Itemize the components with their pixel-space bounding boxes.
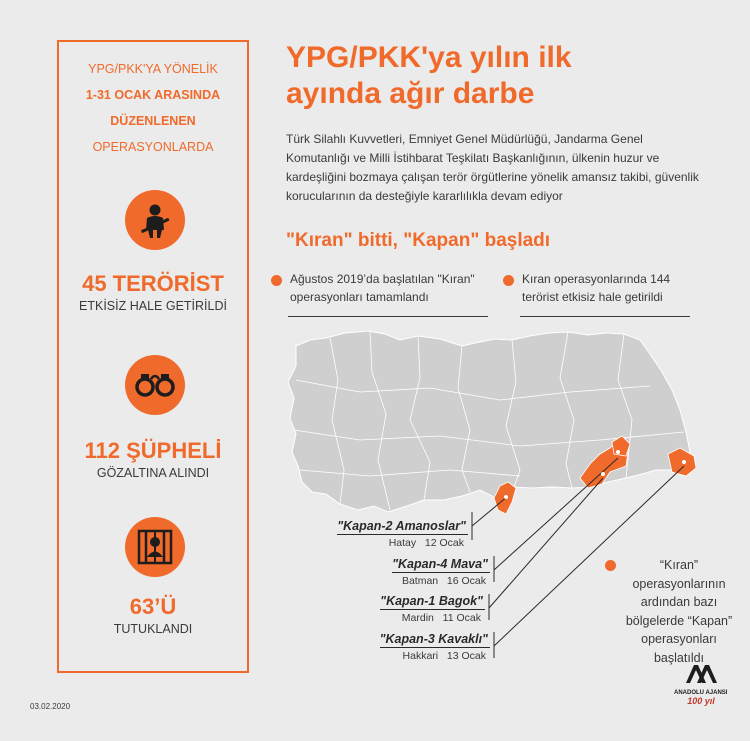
op-label-kapan-3 <box>320 630 490 662</box>
neutralized-count: 45 TERÖRİST <box>82 271 224 296</box>
arrested-count: 63’Ü <box>129 594 177 619</box>
section-subtitle: "Kıran" bitti, "Kapan" başladı <box>286 230 551 251</box>
op-place: Hatay <box>388 537 417 549</box>
arrested-label: TUTUKLANDI <box>113 622 193 636</box>
logo-anniversary: 100 yıl <box>687 696 715 706</box>
title-line-1: YPG/PKK'ya yılın ilk <box>286 41 572 74</box>
bullet-kiran-neutralized: Kıran operasyonlarında 144 terörist etkisiz hale getirildi <box>522 272 671 304</box>
op-place-date <box>315 612 485 624</box>
bullet-kiran-completed: Ağustos 2019’da başlatılan "Kıran" operasyonları tamamlandı <box>290 272 475 304</box>
op-name: "Kapan-1 Bagok" <box>380 594 483 608</box>
neutralized-label: ETKİSİZ HALE GETİRİLDİ <box>79 299 227 313</box>
publish-date: 03.02.2020 <box>30 702 71 711</box>
op-place: Batman <box>401 575 439 587</box>
title-line-2: ayında ağır darbe <box>286 77 535 110</box>
op-name: "Kapan-2 Amanoslar" <box>337 519 466 533</box>
note-dot <box>605 560 616 571</box>
sidebar-heading-line-4: OPERASYONLARDA <box>92 140 214 154</box>
op-name: "Kapan-4 Mava" <box>392 557 488 571</box>
op-label-kapan-4 <box>320 555 490 587</box>
marker-batman <box>616 450 620 454</box>
op-place-date <box>320 575 490 587</box>
turkey-outline <box>288 331 690 512</box>
op-label-kapan-1 <box>315 592 485 624</box>
detained-count: 112 ŞÜPHELİ <box>84 438 222 463</box>
op-place: Hakkari <box>402 650 439 662</box>
logo-text: ANADOLU AJANSI <box>674 690 728 696</box>
sidebar-heading-line-2: 1-31 OCAK ARASINDA <box>85 88 221 102</box>
anadolu-agency-logo <box>674 663 728 706</box>
sidebar-heading-line-3: DÜZENLENEN <box>110 114 196 128</box>
op-name: "Kapan-3 Kavaklı" <box>379 632 488 646</box>
aa-logo-icon <box>684 663 718 685</box>
op-date: 16 Ocak <box>446 575 486 587</box>
op-place: Mardin <box>401 612 434 624</box>
description: Türk Silahlı Kuvvetleri, Emniyet Genel Müdürlüğü, Jandarma Genel Komutanlığı ve Milli İstihbarat Teşkilatı Başkanlığının, ülkenin huzur ve kardeşliğini bozmaya çalışan terör örgütlerine yönelik amansız takibi, güvenlik korucularının da desteğiyle kararlılıkla devam ediyor <box>286 132 699 203</box>
op-place-date <box>320 650 490 662</box>
op-date: 11 Ocak <box>442 612 481 624</box>
marker-hakkari <box>682 460 686 464</box>
op-date: 13 Ocak <box>446 650 486 662</box>
op-place-date <box>300 537 468 549</box>
sidebar-heading-line-1: YPG/PKK'YA YÖNELİK <box>88 62 218 76</box>
detained-label: GÖZALTINA ALINDI <box>96 466 210 480</box>
op-date: 12 Ocak <box>424 537 464 549</box>
kapan-note: “Kıran” operasyonlarının ardından bazı bölgelerde “Kapan” operasyonları başlatıldı <box>625 558 733 665</box>
marker-mardin <box>601 472 605 476</box>
op-label-kapan-2 <box>300 517 468 549</box>
marker-hatay <box>504 495 508 499</box>
